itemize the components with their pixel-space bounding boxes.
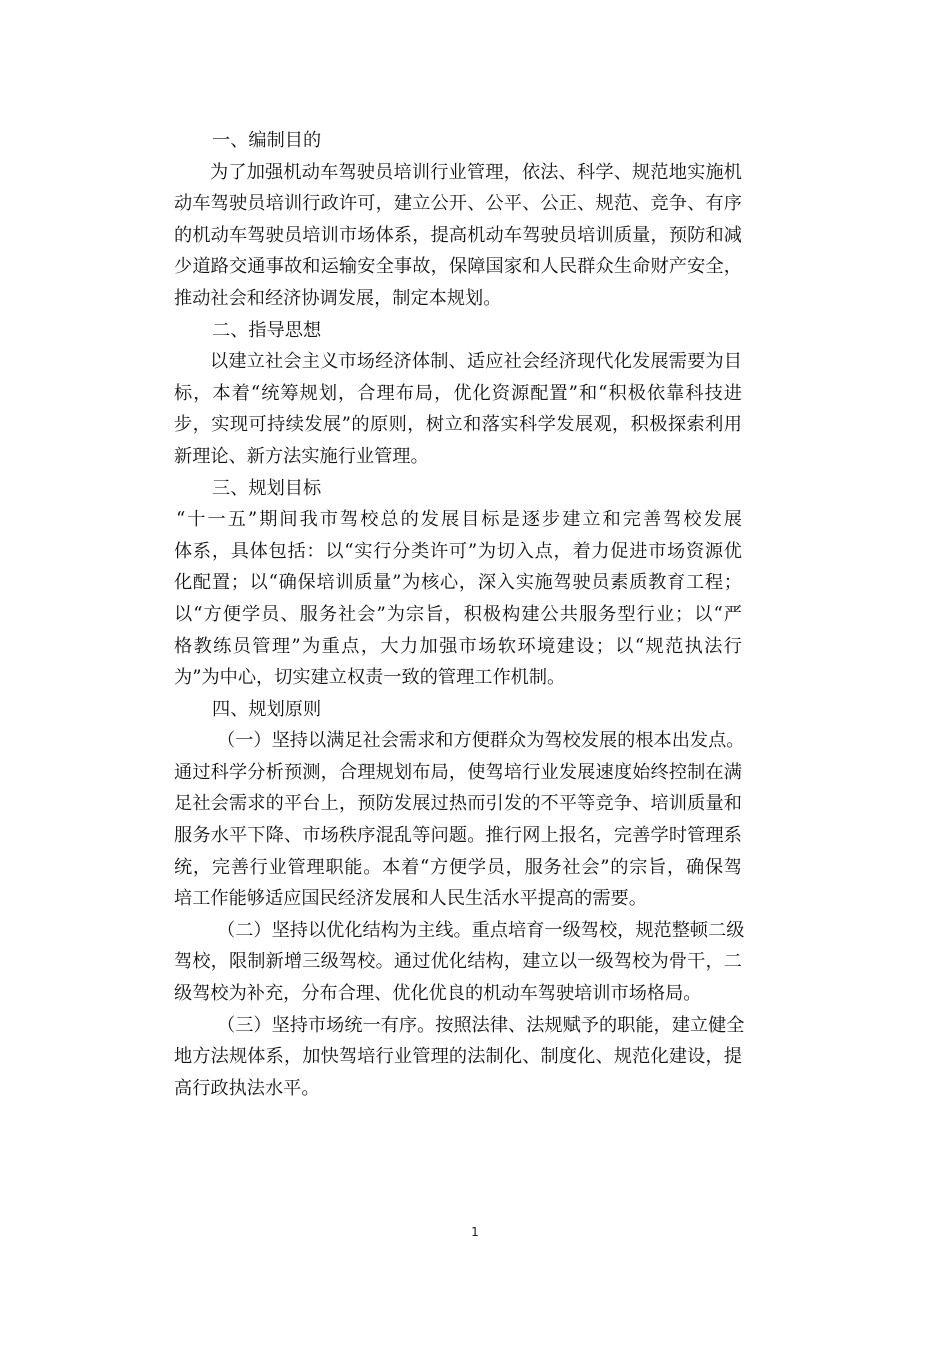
paragraph-line: （三）坚持市场统一有序。按照法律、法规赋予的职能，建立健全	[217, 1014, 745, 1036]
paragraph-line: 化配置；以“确保培训质量”为核心，深入实施驾驶员素质教育工程；	[174, 572, 742, 594]
paragraph-line: 格教练员管理”为重点，大力加强市场软环境建设；以“规范执法行	[174, 635, 742, 657]
paragraph-line: 地方法规体系，加快驾培行业管理的法制化、制度化、规范化建设，提	[174, 1046, 742, 1068]
section-paragraph	[174, 157, 742, 315]
paragraph-line: 以建立社会主义市场经济体制、适应社会经济现代化发展需要为目	[210, 351, 742, 373]
paragraph-line: 统，完善行业管理职能。本着“方便学员，服务社会”的宗旨，确保驾	[174, 856, 742, 878]
paragraph-line: 标，本着“统筹规划，合理布局，优化资源配置”和“积极依靠科技进	[174, 382, 742, 404]
section-heading-purpose: 一、编制目的	[212, 130, 322, 151]
paragraph-line: （二）坚持以优化结构为主线。重点培育一级驾校，规范整顿二级	[217, 919, 745, 941]
paragraph-line: 高行政执法水平。	[174, 1077, 320, 1099]
paragraph-line: 培工作能够适应国民经济发展和人民生活水平提高的需要。	[174, 888, 647, 910]
paragraph-line: 以“方便学员、服务社会”为宗旨，积极构建公共服务型行业；以“严	[174, 603, 742, 625]
section-paragraph	[174, 915, 745, 1010]
paragraph-line: 动车驾驶员培训行政许可，建立公开、公平、公正、规范、竞争、有序	[174, 193, 742, 215]
paragraph-line: 推动社会和经济协调发展，制定本规划。	[174, 287, 502, 309]
paragraph-line: 新理论、新方法实施行业管理。	[174, 445, 429, 467]
section-heading-planning-goals: 三、规划目标	[212, 477, 322, 499]
paragraph-line: 足社会需求的平台上，预防发展过热而引发的不平等竞争、培训质量和	[174, 793, 742, 815]
paragraph-line: “十一五”期间我市驾校总的发展目标是逐步建立和完善驾校发展	[176, 509, 742, 531]
paragraph-line: 服务水平下降、市场秩序混乱等问题。推行网上报名，完善学时管理系	[174, 825, 742, 847]
paragraph-line: 为”为中心，切实建立权责一致的管理工作机制。	[174, 667, 566, 689]
paragraph-line: 为了加强机动车驾驶员培训行业管理，依法、科学、规范地实施机	[210, 161, 742, 183]
paragraph-line: 驾校，限制新增三级驾校。通过优化结构，建立以一级驾校为骨干，二	[174, 951, 742, 973]
document-body	[174, 125, 745, 1104]
paragraph-line: （一）坚持以满足社会需求和方便群众为驾校发展的根本出发点。	[217, 730, 745, 752]
section-paragraph	[174, 1010, 745, 1105]
paragraph-line: 少道路交通事故和运输安全事故，保障国家和人民群众生命财产安全，	[174, 256, 742, 278]
section-paragraph	[174, 504, 742, 694]
paragraph-line: 步，实现可持续发展”的原则，树立和落实科学发展观，积极探索利用	[174, 414, 742, 436]
section-heading-guiding-thought: 二、指导思想	[212, 319, 322, 341]
section-heading-planning-principles: 四、规划原则	[212, 698, 322, 720]
section-paragraph	[174, 346, 742, 472]
paragraph-line: 的机动车驾驶员培训市场体系，提高机动车驾驶员培训质量，预防和减	[174, 224, 742, 246]
page-number: 1	[471, 1225, 479, 1239]
paragraph-line: 体系，具体包括：以“实行分类许可”为切入点，着力促进市场资源优	[174, 540, 742, 562]
paragraph-line: 级驾校为补充，分布合理、优化优良的机动车驾驶培训市场格局。	[174, 983, 702, 1005]
section-paragraph	[174, 725, 745, 915]
paragraph-line: 通过科学分析预测，合理规划布局，使驾培行业发展速度始终控制在满	[174, 761, 742, 783]
